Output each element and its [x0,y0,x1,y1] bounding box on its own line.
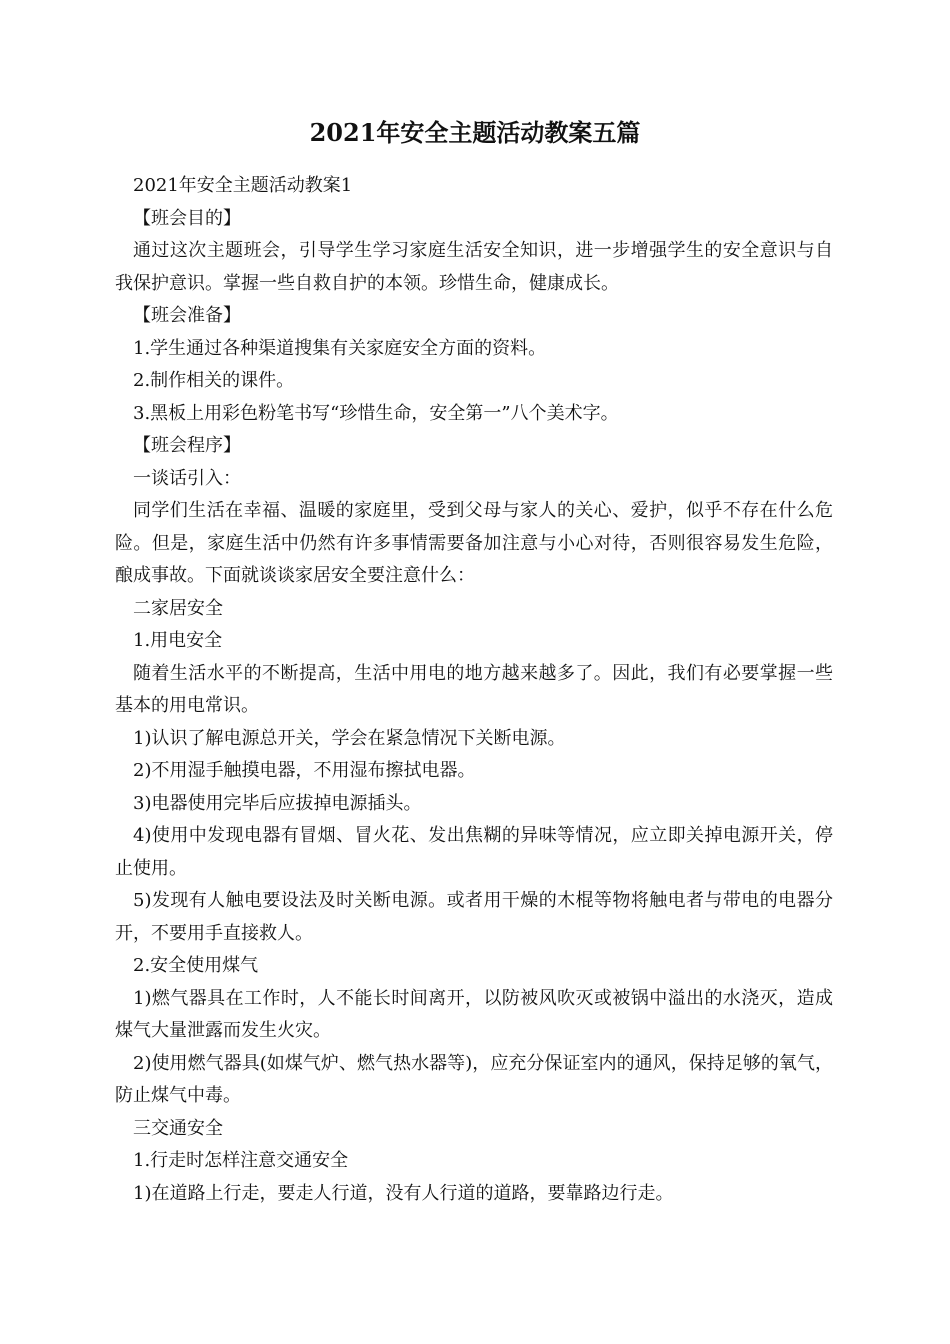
paragraph: 1)燃气器具在工作时，人不能长时间离开，以防被风吹灭或被锅中溢出的水浇灭，造成煤气大量泄露而发生火灾。 [115,987,833,1041]
paragraph: 2.安全使用煤气 [133,955,259,976]
paragraph: 2)不用湿手触摸电器，不用湿布擦拭电器。 [133,760,476,781]
paragraph: 通过这次主题班会，引导学生学习家庭生活安全知识，进一步增强学生的安全意识与自我保护意识。掌握一些自救自护的本领。珍惜生命，健康成长。 [115,240,833,294]
paragraph: 三交通安全 [133,1117,223,1139]
paragraph: 1.学生通过各种渠道搜集有关家庭安全方面的资料。 [133,337,547,359]
paragraph-section-preparation: 【班会准备】 [133,305,241,326]
paragraph: 一谈话引入： [133,467,241,489]
paragraph: 5)发现有人触电要设法及时关断电源。或者用干燥的木棍等物将触电者与带电的电器分开，不要用手直接救人。 [115,890,833,944]
paragraph: 二家居安全 [133,597,223,619]
paragraph-lesson-heading: 2021年安全主题活动教案1 [133,175,353,196]
paragraph-section-procedure: 【班会程序】 [133,435,241,456]
paragraph: 1)认识了解电源总开关，学会在紧急情况下关断电源。 [133,727,566,749]
paragraph: 同学们生活在幸福、温暖的家庭里，受到父母与家人的关心、爱护，似乎不存在什么危险。但是，家庭生活中仍然有许多事情需要备加注意与小心对待，否则很容易发生危险，酿成事故。下面就谈谈家居安全要注意什么： [115,500,833,586]
document-title: 2021年安全主题活动教案五篇 [309,118,641,147]
document-body [115,170,833,1210]
paragraph: 1.行走时怎样注意交通安全 [133,1150,349,1171]
paragraph: 4)使用中发现电器有冒烟、冒火花、发出焦糊的异味等情况，应立即关掉电源开关，停止使用。 [115,825,833,879]
paragraph: 1)在道路上行走，要走人行道，没有人行道的道路，要靠路边行走。 [133,1182,674,1204]
paragraph: 2)使用燃气器具(如煤气炉、燃气热水器等)，应充分保证室内的通风，保持足够的氧气，防止煤气中毒。 [115,1052,833,1106]
paragraph: 2.制作相关的课件。 [133,370,295,391]
paragraph: 1.用电安全 [133,630,223,651]
paragraph-section-purpose: 【班会目的】 [133,207,241,229]
paragraph: 3)电器使用完毕后应拔掉电源插头。 [133,792,422,814]
paragraph: 3.黑板上用彩色粉笔书写“珍惜生命，安全第一”八个美术字。 [133,402,619,424]
paragraph: 随着生活水平的不断提高，生活中用电的地方越来越多了。因此，我们有必要掌握一些基本的用电常识。 [115,662,833,716]
